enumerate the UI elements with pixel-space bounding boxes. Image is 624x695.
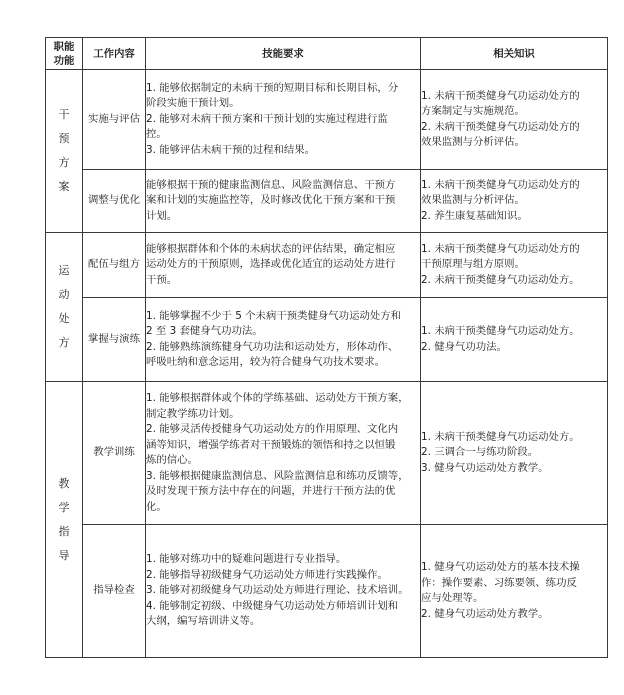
skill-cell (146, 70, 421, 170)
skill-requirements-table (45, 37, 608, 658)
content-cell: 掌握与演练 (83, 298, 146, 382)
knowledge-line: 1. 未病干预类健身气功运动处方的 (421, 89, 580, 102)
skill-cell (146, 170, 421, 233)
table-row (46, 70, 608, 170)
knowledge-line: 1. 未病干预类健身气功运动处方。 (421, 430, 580, 443)
function-cell-exercise-prescription (46, 233, 83, 382)
header-function-line2: 功能 (53, 54, 75, 67)
skill-line: 运动处方的干预原则，选择或优化适宜的运动处方进行 (146, 258, 396, 271)
skill-line: 大纲，编写培训讲义等。 (146, 615, 261, 628)
skill-line: 1. 能够掌握不少于 5 个未病干预类健身气功运动处方和 (146, 309, 402, 322)
knowledge-line: 1. 未病干预类健身气功运动处方的 (421, 178, 580, 191)
knowledge-line: 效果监测与分析评估。 (421, 194, 525, 207)
function-label: 运动处方 (58, 264, 70, 349)
skill-line: 炼的信心。 (146, 454, 198, 466)
header-row (46, 38, 608, 70)
table-row (46, 298, 608, 382)
skill-cell (146, 233, 421, 298)
header-function (46, 38, 83, 70)
knowledge-line: 1. 未病干预类健身气功运动处方的 (421, 242, 580, 255)
knowledge-line: 作：操作要素、习练要领、练功反 (421, 576, 577, 589)
skill-line: 2. 能够熟练演练健身气功功法和运动处方，形体动作、 (146, 340, 399, 353)
skill-line: 能够根据干预的健康监测信息、风险监测信息、干预方 (146, 178, 396, 191)
skill-line: 化。 (146, 500, 167, 513)
knowledge-line: 1. 未病干预类健身气功运动处方。 (421, 325, 580, 337)
skill-line: 2. 能够对未病干预方案和干预计划的实施过程进行监 (146, 112, 388, 125)
knowledge-cell (421, 70, 608, 170)
function-cell-intervention-plan (46, 70, 83, 233)
skill-line: 阶段实施干预计划。 (146, 97, 240, 110)
skill-line: 3. 能够根据健康监测信息、风险监测信息和练功反馈等， (146, 469, 409, 482)
content-cell: 指导检查 (83, 525, 146, 658)
skill-line: 2. 能够灵活传授健身气功运动处方的作用原理、文化内 (146, 423, 399, 435)
skill-line: 及时发现干预方法中存在的问题，并进行干预方法的优 (146, 485, 396, 497)
skill-line: 涵等知识，增强学练者对干预锻炼的领悟和持之以恒锻 (146, 438, 396, 451)
header-content: 工作内容 (83, 38, 146, 70)
skill-line: 3. 能够对初级健身气功运动处方师进行理论、技术培训。 (146, 584, 409, 597)
table-row (46, 170, 608, 233)
skill-line: 4. 能够制定初级、中级健身气功运动处方师培训计划和 (146, 599, 399, 612)
skill-line: 1. 能够根据群体或个体的学练基础、运动处方干预方案， (146, 392, 409, 404)
knowledge-line: 效果监测与分析评估。 (421, 136, 525, 148)
header-knowledge: 相关知识 (421, 38, 608, 70)
skill-cell (146, 382, 421, 525)
knowledge-cell (421, 233, 608, 298)
skill-line: 3. 能够评估未病干预的过程和结果。 (146, 143, 316, 156)
knowledge-line: 干预原理与组方原则。 (421, 258, 525, 271)
knowledge-line: 2. 养生康复基础知识。 (421, 209, 528, 222)
skill-line: 制定教学练功计划。 (146, 407, 240, 420)
content-cell: 调整与优化 (83, 170, 146, 233)
knowledge-line: 2. 三调合一与练功阶段。 (421, 446, 539, 459)
knowledge-line: 2. 未病干预类健身气功运动处方的 (421, 120, 580, 133)
skill-line: 干预。 (146, 273, 178, 286)
skill-line: 计划。 (146, 209, 178, 222)
knowledge-line: 3. 健身气功运动处方教学。 (421, 461, 549, 474)
knowledge-cell (421, 298, 608, 382)
skill-line: 控。 (146, 128, 167, 141)
skill-line: 1. 能够依据制定的未病干预的短期目标和长期目标，分 (146, 81, 399, 94)
knowledge-cell (421, 525, 608, 658)
knowledge-line: 1. 健身气功运动处方的基本技术操 (421, 561, 580, 573)
knowledge-cell (421, 170, 608, 233)
content-cell: 配伍与组方 (83, 233, 146, 298)
function-label: 干预方案 (58, 108, 70, 193)
skill-cell (146, 298, 421, 382)
content-cell: 教学训练 (83, 382, 146, 525)
skill-line: 1. 能够对练功中的疑难问题进行专业指导。 (146, 553, 347, 566)
knowledge-line: 2. 健身气功功法。 (421, 340, 507, 353)
header-function-line1: 职能 (53, 40, 75, 53)
skill-line: 2. 能够指导初级健身气功运动处方师进行实践操作。 (146, 568, 388, 581)
skill-line: 能够根据群体和个体的未病状态的评估结果，确定相应 (146, 242, 396, 255)
skill-line: 呼吸吐纳和意念运用，较为符合健身气功技术要求。 (146, 356, 385, 368)
function-cell-teaching-guidance (46, 382, 83, 658)
content-cell: 实施与评估 (83, 70, 146, 170)
skill-line: 案和计划的实施监控等，及时修改优化干预方案和干预 (146, 194, 396, 207)
header-skill: 技能要求 (146, 38, 421, 70)
table-row (46, 525, 608, 658)
knowledge-line: 应与处理等。 (421, 592, 484, 604)
knowledge-line: 方案制定与实施规范。 (421, 105, 525, 117)
table-row (46, 233, 608, 298)
skill-cell (146, 525, 421, 658)
table-row (46, 382, 608, 525)
function-label: 教学指导 (58, 476, 70, 562)
knowledge-line: 2. 健身气功运动处方教学。 (421, 607, 549, 620)
knowledge-line: 2. 未病干预类健身气功运动处方。 (421, 273, 580, 286)
knowledge-cell (421, 382, 608, 525)
skill-line: 2 至 3 套健身气功功法。 (146, 325, 263, 337)
